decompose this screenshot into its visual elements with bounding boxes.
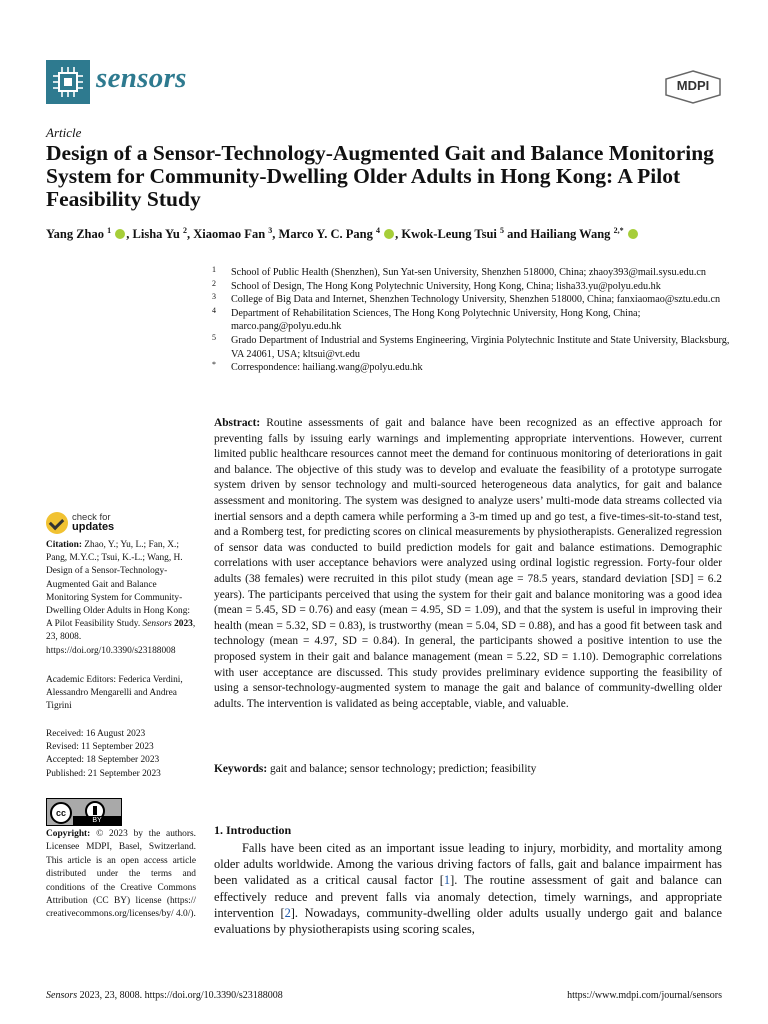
updates-label: updates [72, 521, 115, 533]
author-name: Hailiang Wang [530, 227, 611, 242]
author-list: Yang Zhao $^1$ , Lisha Yu $^2$, Xiaomao Fan $^3$, Marco Y. C. Pang $^4$ , Kwok-Leung Tsui $^5$ and Hailiang Wang $^{2,*}$ [46, 226, 736, 242]
author-affil-sup: 3 [268, 226, 273, 235]
author-affil-sup: 1 [107, 226, 112, 235]
keywords-text: gait and balance; sensor technology; prediction; feasibility [270, 763, 537, 775]
received-date: Received: 16 August 2023 [46, 729, 146, 739]
author-name: Xiaomao Fan [193, 227, 266, 242]
intro-text: ]. The routine assessment of gait and balance can effectively reduce and prevent falls via anomaly detection, timely warnings, and appropriate intervention [ [214, 873, 722, 920]
orcid-icon[interactable] [115, 229, 125, 239]
check-icon [46, 512, 68, 534]
affiliations [212, 266, 732, 375]
article-title: Design of a Sensor-Technology-Augmented Gait and Balance Monitoring System for Community-Dwelling Older Adults in Hong Kong: A Pilot Feasibility Study [46, 141, 714, 211]
publisher-name: MDPI [676, 78, 710, 93]
abstract [214, 416, 722, 712]
author-name: Marco Y. C. Pang [278, 227, 373, 242]
academic-editors: Academic Editors: Federica Verdini, Alessandro Mengarelli and Andrea Tigrini [46, 675, 183, 712]
keywords-label: Keywords: [214, 763, 268, 775]
affiliation-text: School of Public Health (Shenzhen), Sun Yat-sen University, Shenzhen 518000, China; zhaoy393@mail.sysu.edu.cn [231, 267, 707, 278]
affiliation-item [212, 307, 732, 334]
affiliation-text: Grado Department of Industrial and Systems Engineering, Virginia Polytechnic Institute and State University, Blacksburg, VA 24061, USA; kltsui@vt.edu [231, 334, 730, 360]
copyright-text: © 2023 by the authors. Licensee MDPI, Basel, Switzerland. This article is an open access article distributed under the terms and conditions of the Creative Commons Attribution (CC BY) license (https:// creativecommons.org/licenses/by/ 4.0/). [46, 829, 196, 920]
abstract-label: Abstract: [214, 417, 261, 429]
affiliation-num: 5 [212, 332, 216, 342]
orcid-icon[interactable] [628, 229, 638, 239]
author-name: Yang Zhao [46, 227, 105, 242]
published-date: Published: 21 September 2023 [46, 768, 161, 779]
reference-link[interactable]: 2 [284, 905, 291, 920]
citation-label: Citation: [46, 540, 82, 550]
author-name: Lisha Yu [132, 227, 180, 242]
check-for-updates-button[interactable] [46, 512, 166, 536]
affiliation-text: Department of Rehabilitation Sciences, The Hong Kong Polytechnic University, Hong Kong, China; marco.pang@polyu.edu.hk [231, 307, 641, 333]
footer-journal: Sensors [46, 990, 78, 1001]
author-affil-sup: 4 [375, 226, 380, 235]
orcid-icon[interactable] [384, 229, 394, 239]
intro-text: Falls have been cited as an important issue leading to injury, morbidity, and mortality among older adults worldwide. Among the various driving factors of falls, gait and balance impairment has been validated as a critical causal factor [ [214, 841, 722, 888]
affiliation-num: * [212, 360, 216, 370]
journal-name[interactable]: sensors [96, 62, 187, 94]
revised-date: Revised: 11 September 2023 [46, 742, 154, 753]
affiliation-num: 3 [212, 292, 216, 302]
author-affil-sup: 2 [183, 226, 188, 235]
affiliation-text: School of Design, The Hong Kong Polytechnic University, Hong Kong, China; lisha33.yu@polyu.edu.hk [231, 280, 661, 292]
affiliation-text: College of Big Data and Internet, Shenzhen Technology University, Shenzhen 518000, China; fanxiaomao@sztu.edu.cn [231, 294, 721, 306]
author-affil-sup: 2,* [613, 226, 624, 235]
journal-logo-icon [46, 60, 90, 104]
affiliation-item [212, 361, 732, 375]
by-label: BY [73, 816, 121, 825]
introduction-paragraph [214, 840, 722, 937]
footer-citation-text[interactable]: 2023, 23, 8008. https://doi.org/10.3390/s23188008 [79, 990, 283, 1001]
citation-year: 2023 [174, 619, 193, 630]
footer-citation [46, 990, 283, 1001]
copyright-label: Copyright: [46, 829, 91, 839]
publisher-logo[interactable] [664, 70, 722, 104]
correspondence-text[interactable]: Correspondence: hailiang.wang@polyu.edu.hk [231, 362, 423, 374]
reference-link[interactable]: 1 [443, 873, 451, 888]
footer-journal-url[interactable]: https://www.mdpi.com/journal/sensors [567, 990, 722, 1001]
cc-icon: cc [50, 802, 72, 824]
affiliation-item [212, 280, 732, 294]
affiliation-num: 1 [212, 265, 216, 274]
check-for-label: check for [72, 512, 111, 523]
citation-block [46, 539, 196, 658]
copyright-notice [46, 828, 196, 922]
section-heading-introduction: 1. Introduction [214, 823, 292, 837]
article-type: Article [46, 125, 82, 140]
citation-volume: , 23, 8008. [46, 619, 196, 643]
citation-journal: Sensors [142, 619, 172, 630]
affiliation-item [212, 266, 732, 280]
accepted-date: Accepted: 18 September 2023 [46, 755, 160, 766]
affiliation-item [212, 293, 732, 307]
abstract-text: Routine assessments of gait and balance have been recognized as an effective approach for preventing falls by issuing early warnings and implementing appropriate interventions. However, current limited public healthcare resources cannot meet the demand for continuous monitoring of deteriorations in gait and balance. The objective of this study was to develop and evaluate the feasibility of a prototype surrogate system driven by sensor technology and multi-sourced heterogeneous data analytics, for gait and balance assessment and monitoring. The system was designed to analyze users’ multi-mode data streams collected via inertial sensors and a depth camera while performing a 3-m timed up and go test, a five-times-sit-to-stand test, and a Romberg test, for predicting scores on clinical measurements by physiotherapists. Generalized regression of sensor data was conducted to build prediction models for gait and balance estimations. Demographic correlations with user acceptance behaviors were analyzed using ordinal logistic regression. Forty-four older adults (38 females) were recruited in this pilot study (mean age = 78.5 years, standard deviation [SD] = 6.2 years). The participants perceived that using the system for their gait and balance monitoring was a good idea (mean = 5.45, SD = 0.76) and easy (mean = 4.95, SD = 1.09), and that the system is useful in improving their health (mean = 5.32, SD = 0.83), is trustworthy (mean = 5.04, SD = 0.88), and has a good fit between task and technology (mean = 4.97, SD = 0.84). In general, the participants showed a positive intention to use the proposed system in their gait and balance management (mean = 5.22, SD = 1.10). Demographic correlations with user acceptance are discussed. This study provides preliminary evidence supporting the feasibility of using a sensor-technology-augmented system to manage the gait and balance of community-dwelling older adults. The intervention is validated as being acceptable, viable, and valuable. [214, 417, 722, 710]
author-affil-sup: 5 [500, 226, 505, 235]
author-name: Kwok-Leung Tsui [401, 227, 497, 242]
keywords [214, 763, 722, 775]
intro-text: ]. Nowadays, community-dwelling older adults usually undergo gait and balance evaluations by physiotherapists using scoring scales, [214, 905, 722, 937]
affiliation-num: 2 [212, 278, 216, 288]
cc-by-license-badge[interactable] [46, 798, 122, 826]
citation-doi-link[interactable]: https://doi.org/10.3390/s23188008 [46, 645, 176, 656]
affiliation-num: 4 [212, 305, 216, 315]
citation-text: Zhao, Y.; Yu, L.; Fan, X.; Pang, M.Y.C.; Tsui, K.-L.; Wang, H. Design of a Sensor-Technology-Augmented Gait and Balance Monitoring System for Community-Dwelling Older Adults in Hong Kong: A Pilot Feasibility Study. [46, 540, 191, 630]
affiliation-item [212, 334, 732, 361]
publication-dates [46, 728, 196, 781]
